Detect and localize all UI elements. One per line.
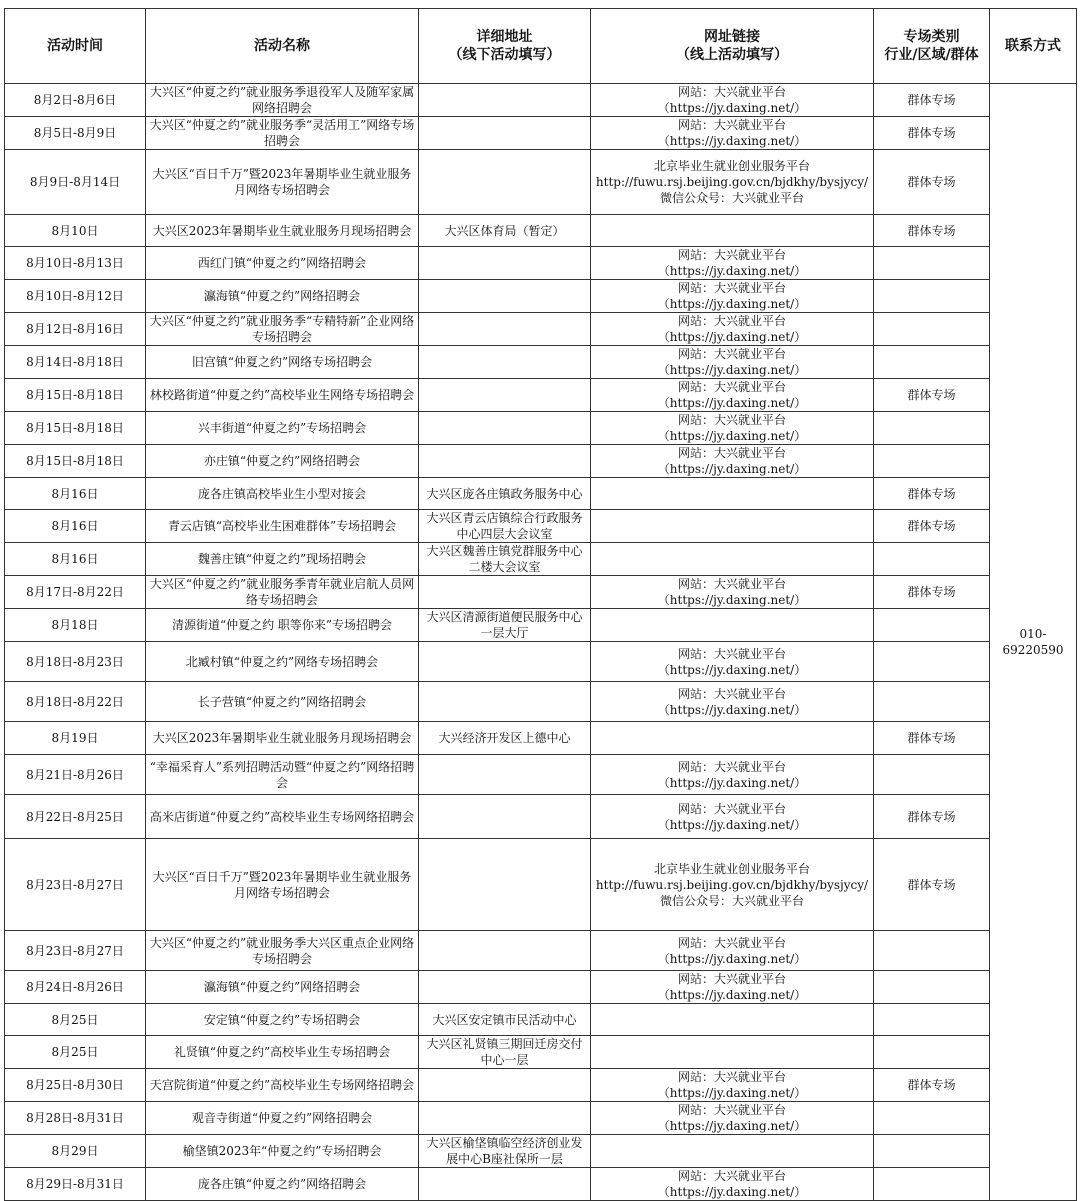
cell-category (874, 609, 990, 642)
cell-url: 网站：大兴就业平台 （https://jy.daxing.net/） (591, 280, 874, 313)
cell-name: 观音寺街道“仲夏之约”网络招聘会 (146, 1102, 419, 1135)
cell-url: 北京毕业生就业创业服务平台 http://fuwu.rsj.beijing.gov.cn/bjdkhy/bysjycy/ 微信公众号：大兴就业平台 (591, 839, 874, 931)
cell-address (419, 795, 591, 839)
cell-name: 庞各庄镇“仲夏之约”网络招聘会 (146, 1168, 419, 1201)
table-row (5, 117, 1077, 150)
cell-name: 兴丰街道“仲夏之约”专场招聘会 (146, 412, 419, 445)
cell-category: 群体专场 (874, 215, 990, 247)
table-row (5, 722, 1077, 755)
cell-name: 高米店街道“仲夏之约”高校毕业生专场网络招聘会 (146, 795, 419, 839)
cell-category (874, 346, 990, 379)
cell-time: 8月25日 (5, 1036, 146, 1069)
cell-url: 网站：大兴就业平台 （https://jy.daxing.net/） (591, 576, 874, 609)
cell-address (419, 412, 591, 445)
cell-category (874, 1004, 990, 1036)
cell-time: 8月18日-8月23日 (5, 642, 146, 682)
table-row (5, 755, 1077, 795)
cell-address: 大兴区礼贤镇三期回迁房交付中心一层 (419, 1036, 591, 1069)
cell-time: 8月23日-8月27日 (5, 931, 146, 971)
header-time: 活动时间 (5, 9, 146, 84)
cell-name: 瀛海镇“仲夏之约”网络招聘会 (146, 280, 419, 313)
cell-category (874, 313, 990, 346)
cell-url: 网站：大兴就业平台 （https://jy.daxing.net/） (591, 412, 874, 445)
cell-name: 大兴区2023年暑期毕业生就业服务月现场招聘会 (146, 722, 419, 755)
cell-time: 8月14日-8月18日 (5, 346, 146, 379)
cell-time: 8月18日-8月22日 (5, 682, 146, 722)
cell-address (419, 84, 591, 117)
cell-category: 群体专场 (874, 576, 990, 609)
cell-url (591, 543, 874, 576)
cell-address (419, 755, 591, 795)
table-row (5, 1135, 1077, 1168)
cell-name: 庞各庄镇高校毕业生小型对接会 (146, 478, 419, 510)
cell-category (874, 247, 990, 280)
cell-name: 大兴区“仲夏之约”就业服务季退役军人及随军家属网络招聘会 (146, 84, 419, 117)
cell-address: 大兴区魏善庄镇党群服务中心二楼大会议室 (419, 543, 591, 576)
header-address: 详细地址 （线下活动填写） (419, 9, 591, 84)
cell-name: 安定镇“仲夏之约”专场招聘会 (146, 1004, 419, 1036)
cell-url (591, 1135, 874, 1168)
cell-category (874, 543, 990, 576)
cell-url (591, 1036, 874, 1069)
table-row (5, 931, 1077, 971)
cell-address: 大兴区安定镇市民活动中心 (419, 1004, 591, 1036)
cell-name: 大兴区“仲夏之约”就业服务季青年就业启航人员网络专场招聘会 (146, 576, 419, 609)
table-row (5, 1168, 1077, 1201)
cell-time: 8月10日-8月12日 (5, 280, 146, 313)
cell-name: 魏善庄镇“仲夏之约”现场招聘会 (146, 543, 419, 576)
cell-time: 8月19日 (5, 722, 146, 755)
cell-time: 8月10日 (5, 215, 146, 247)
cell-address (419, 682, 591, 722)
table-row (5, 971, 1077, 1004)
table-row (5, 839, 1077, 931)
table-row (5, 1102, 1077, 1135)
cell-time: 8月10日-8月13日 (5, 247, 146, 280)
cell-name: 大兴区2023年暑期毕业生就业服务月现场招聘会 (146, 215, 419, 247)
table-row (5, 1004, 1077, 1036)
cell-url (591, 722, 874, 755)
cell-category: 群体专场 (874, 795, 990, 839)
cell-category: 群体专场 (874, 722, 990, 755)
cell-url: 网站：大兴就业平台 （https://jy.daxing.net/） (591, 642, 874, 682)
cell-url (591, 609, 874, 642)
cell-url: 网站：大兴就业平台 （https://jy.daxing.net/） (591, 346, 874, 379)
cell-contact: 010- 69220590 (990, 84, 1077, 1201)
cell-category: 群体专场 (874, 84, 990, 117)
table-row (5, 795, 1077, 839)
cell-name: 瀛海镇“仲夏之约”网络招聘会 (146, 971, 419, 1004)
cell-category (874, 755, 990, 795)
cell-name: 大兴区“仲夏之约”就业服务季“专精特新”企业网络专场招聘会 (146, 313, 419, 346)
table-row (5, 510, 1077, 543)
table-row (5, 313, 1077, 346)
recruitment-events-table (4, 8, 1077, 1201)
cell-category: 群体专场 (874, 478, 990, 510)
table-row (5, 84, 1077, 117)
cell-time: 8月29日 (5, 1135, 146, 1168)
cell-category: 群体专场 (874, 117, 990, 150)
cell-name: 青云店镇“高校毕业生困难群体”专场招聘会 (146, 510, 419, 543)
cell-name: 西红门镇“仲夏之约”网络招聘会 (146, 247, 419, 280)
cell-time: 8月12日-8月16日 (5, 313, 146, 346)
table-row (5, 215, 1077, 247)
cell-url: 网站：大兴就业平台 （https://jy.daxing.net/） (591, 931, 874, 971)
cell-address (419, 931, 591, 971)
cell-name: 长子营镇“仲夏之约”网络招聘会 (146, 682, 419, 722)
cell-address (419, 150, 591, 215)
cell-category: 群体专场 (874, 839, 990, 931)
cell-url: 网站：大兴就业平台 （https://jy.daxing.net/） (591, 445, 874, 478)
cell-name: 旧宫镇“仲夏之约”网络专场招聘会 (146, 346, 419, 379)
cell-name: 大兴区“仲夏之约”就业服务季大兴区重点企业网络专场招聘会 (146, 931, 419, 971)
cell-address (419, 971, 591, 1004)
cell-category (874, 642, 990, 682)
cell-address: 大兴区榆垡镇临空经济创业发展中心B座社保所一层 (419, 1135, 591, 1168)
table-row (5, 642, 1077, 682)
cell-url: 网站：大兴就业平台 （https://jy.daxing.net/） (591, 247, 874, 280)
cell-address: 大兴区庞各庄镇政务服务中心 (419, 478, 591, 510)
cell-url: 网站：大兴就业平台 （https://jy.daxing.net/） (591, 1069, 874, 1102)
header-name: 活动名称 (146, 9, 419, 84)
cell-time: 8月21日-8月26日 (5, 755, 146, 795)
cell-category (874, 1168, 990, 1201)
cell-time: 8月23日-8月27日 (5, 839, 146, 931)
cell-name: 天宫院街道“仲夏之约”高校毕业生专场网络招聘会 (146, 1069, 419, 1102)
cell-address: 大兴经济开发区上德中心 (419, 722, 591, 755)
table-row (5, 576, 1077, 609)
cell-category (874, 682, 990, 722)
cell-name: 榆垡镇2023年“仲夏之约”专场招聘会 (146, 1135, 419, 1168)
cell-category (874, 971, 990, 1004)
cell-address (419, 280, 591, 313)
cell-address (419, 576, 591, 609)
cell-time: 8月16日 (5, 478, 146, 510)
cell-time: 8月16日 (5, 543, 146, 576)
table-row (5, 412, 1077, 445)
table-row (5, 1036, 1077, 1069)
cell-time: 8月25日 (5, 1004, 146, 1036)
table-row (5, 280, 1077, 313)
cell-category: 群体专场 (874, 1069, 990, 1102)
cell-name: 清源街道“仲夏之约 职等你来”专场招聘会 (146, 609, 419, 642)
cell-url: 网站：大兴就业平台 （https://jy.daxing.net/） (591, 682, 874, 722)
cell-url: 网站：大兴就业平台 （https://jy.daxing.net/） (591, 117, 874, 150)
cell-url (591, 478, 874, 510)
cell-address: 大兴区青云店镇综合行政服务中心四层大会议室 (419, 510, 591, 543)
cell-address (419, 1168, 591, 1201)
cell-time: 8月18日 (5, 609, 146, 642)
cell-time: 8月17日-8月22日 (5, 576, 146, 609)
cell-name: 大兴区“百日千万”暨2023年暑期毕业生就业服务月网络专场招聘会 (146, 839, 419, 931)
cell-address (419, 313, 591, 346)
table-row (5, 682, 1077, 722)
table-row (5, 445, 1077, 478)
header-url: 网址链接 （线上活动填写） (591, 9, 874, 84)
cell-category: 群体专场 (874, 150, 990, 215)
cell-url: 网站：大兴就业平台 （https://jy.daxing.net/） (591, 755, 874, 795)
cell-category (874, 1036, 990, 1069)
cell-name: 亦庄镇“仲夏之约”网络招聘会 (146, 445, 419, 478)
cell-name: 北臧村镇“仲夏之约”网络专场招聘会 (146, 642, 419, 682)
cell-url: 网站：大兴就业平台 （https://jy.daxing.net/） (591, 795, 874, 839)
cell-address (419, 346, 591, 379)
table-row (5, 247, 1077, 280)
cell-address (419, 445, 591, 478)
cell-url (591, 510, 874, 543)
cell-url: 网站：大兴就业平台 （https://jy.daxing.net/） (591, 1102, 874, 1135)
cell-address (419, 379, 591, 412)
cell-time: 8月28日-8月31日 (5, 1102, 146, 1135)
cell-category: 群体专场 (874, 510, 990, 543)
cell-address: 大兴区体育局（暂定） (419, 215, 591, 247)
cell-address (419, 642, 591, 682)
cell-time: 8月9日-8月14日 (5, 150, 146, 215)
cell-url: 网站：大兴就业平台 （https://jy.daxing.net/） (591, 313, 874, 346)
cell-time: 8月2日-8月6日 (5, 84, 146, 117)
table-row (5, 150, 1077, 215)
cell-address (419, 839, 591, 931)
cell-url: 网站：大兴就业平台 （https://jy.daxing.net/） (591, 971, 874, 1004)
cell-address (419, 1102, 591, 1135)
table-row (5, 346, 1077, 379)
cell-category (874, 931, 990, 971)
cell-time: 8月24日-8月26日 (5, 971, 146, 1004)
cell-category (874, 445, 990, 478)
table-row (5, 1069, 1077, 1102)
cell-category (874, 412, 990, 445)
cell-url: 北京毕业生就业创业服务平台 http://fuwu.rsj.beijing.gov.cn/bjdkhy/bysjycy/ 微信公众号：大兴就业平台 (591, 150, 874, 215)
cell-name: 大兴区“仲夏之约”就业服务季“灵活用工”网络专场招聘会 (146, 117, 419, 150)
cell-category (874, 1102, 990, 1135)
cell-address (419, 1069, 591, 1102)
cell-time: 8月15日-8月18日 (5, 379, 146, 412)
cell-time: 8月15日-8月18日 (5, 412, 146, 445)
table-row (5, 609, 1077, 642)
cell-url (591, 1004, 874, 1036)
cell-category (874, 1135, 990, 1168)
cell-category (874, 280, 990, 313)
cell-url (591, 215, 874, 247)
cell-address: 大兴区清源街道便民服务中心一层大厅 (419, 609, 591, 642)
cell-time: 8月25日-8月30日 (5, 1069, 146, 1102)
cell-time: 8月15日-8月18日 (5, 445, 146, 478)
cell-name: 大兴区“百日千万”暨2023年暑期毕业生就业服务月网络专场招聘会 (146, 150, 419, 215)
cell-url: 网站：大兴就业平台 （https://jy.daxing.net/） (591, 84, 874, 117)
table-row (5, 379, 1077, 412)
table-row (5, 543, 1077, 576)
cell-name: 礼贤镇“仲夏之约”高校毕业生专场招聘会 (146, 1036, 419, 1069)
cell-time: 8月16日 (5, 510, 146, 543)
cell-url: 网站：大兴就业平台 （https://jy.daxing.net/） (591, 379, 874, 412)
cell-time: 8月5日-8月9日 (5, 117, 146, 150)
header-category: 专场类别 行业/区域/群体 (874, 9, 990, 84)
table-row (5, 478, 1077, 510)
cell-time: 8月22日-8月25日 (5, 795, 146, 839)
cell-name: “幸福采育人”系列招聘活动暨“仲夏之约”网络招聘会 (146, 755, 419, 795)
cell-time: 8月29日-8月31日 (5, 1168, 146, 1201)
header-contact: 联系方式 (990, 9, 1077, 84)
cell-address (419, 247, 591, 280)
cell-url: 网站：大兴就业平台 （https://jy.daxing.net/） (591, 1168, 874, 1201)
cell-category: 群体专场 (874, 379, 990, 412)
cell-address (419, 117, 591, 150)
header-row (5, 9, 1077, 84)
cell-name: 林校路街道“仲夏之约”高校毕业生网络专场招聘会 (146, 379, 419, 412)
